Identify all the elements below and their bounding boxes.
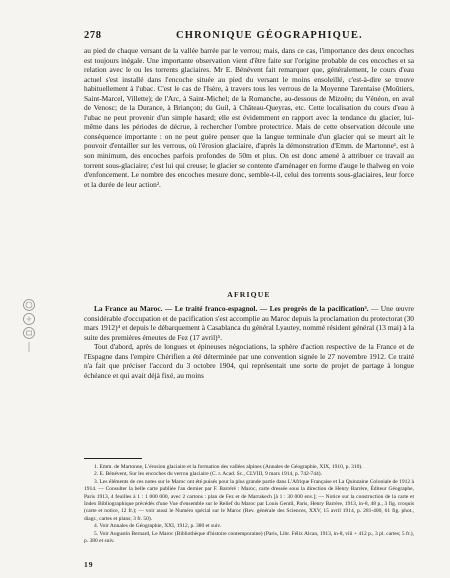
section-paragraph-1 — [84, 304, 414, 342]
footnote: 1. Emm. de Martonne, L'érosion glaciaire et la formation des vallées alpines (Annales de Géographie, XIX, 1910, p. 310). — [94, 464, 363, 470]
footnote: 5. Voir Augustin Bernard, Le Maroc (Bibliothèque d'histoire contemporaine) (Paris, Libr. Félix Alcan, 1913, in-8, viii + 412 p., 3 pl. cartes; 5 fr.), p. 380 et suiv. — [84, 530, 414, 545]
section-paragraph-2: Tout d'abord, après de longues et épineuses négociations, la sphère d'action respective de la France et de l'Espagne dans l'empire Chérifien a été déterminée par une convention signée le 27 novembre 1912. Ce traité n'a fait que préciser l'accord du 3 octobre 1904, qui représentait une sorte de projet de partage à longue échéance et qui avait déjà fixé, au moins — [84, 342, 414, 380]
section-body — [84, 304, 414, 380]
footnote: 4. Voir Annales de Géographie, XXI, 1912, p. 380 et suiv. — [94, 523, 222, 530]
running-title: CHRONIQUE GÉOGRAPHIQUE. — [176, 30, 363, 41]
library-stamp-icon — [22, 298, 36, 354]
footnote: 3. Les éléments de ces notes sur le Maroc ont été puisés pour la plus grande partie dans L'Afrique Française et La Quinzaine Coloniale de 1912 à 1914. — Consulter la belle carte publiée l'an dernier par F. Barréré : Maroc, carte dressée sous la direction de Henry Barrère, Éditeur Géographe, Paris 1913, 4 feuilles à 1 : 1 000 000, avec 2 cartons : plan de Fez et de Marrakech [à 1 : 30 000 env.]; — Notice sur la construction de la carte et Index Bibliographique précédés d'une Vue d'ensemble sur le Relief du Maroc par Louis Gentil, Paris, Henry Barrère, 1913, in-8, 48 p., 3 fig. croquis (carte et notice, 12 fr.); — voir aussi le Numéro spécial sur le Maroc (Rev. générale des Sciences, XXV, 15 avril 1914, p. 281-400, 61 fig. phot., diagr., cartes et plans; 3 fr. 50). — [84, 478, 414, 522]
section-paragraph-1-text: — Une œuvre considérable d'occupation et de pacification s'est accomplie au Maroc depuis la proclamation du protectorat (30 mars 1912)⁴ et depuis le débarquement à Casablanca du général Lyautey, nommé résident général (13 mai) à la suite des premières émeutes de Fez (17 avril)⁵. — [84, 304, 414, 342]
section-subhead: La France au Maroc. — Le traité franco-espagnol. — Les progrès de la pacification³. — [94, 304, 369, 313]
body-text-block — [84, 46, 414, 189]
footnote-rule — [84, 458, 142, 459]
printer-signature: 19 — [84, 560, 94, 569]
footnote: 2. E. Bénévent, Sur les encoches du verrou glaciaire (C. r. Acad. Sc., CLVIII, 9 mars 1914, p. 742-744). — [94, 471, 322, 478]
footnotes — [84, 464, 414, 545]
paragraph: au pied de chaque versant de la vallée barrée par le verrou; mais, dans ce cas, l'importance des deux encoches est toujours inégale. Une importante observation vient d'être faite sur l'origine probable de ces encoches et sa relation avec le ou les torrents glaciaires. Mr E. Bénévent fait remarquer que, généralement, le cours d'eau actuel s'est installé dans l'encoche située au pied du versant le moins ensoleillé, c'est-à-dire se trouve habituellement à l'ubac. C'est le cas de l'Isère, à travers tous les verrous de la Moyenne Tarentaise (Moûtiers, Saint-Marcel, Villette); de l'Arc, à Saint-Michel; de la Romanche, au-dessous de Mizoën; du Vénéon, en aval de Venosc; de la Durance, à Briançon; du Guil, à Château-Queyras, etc. Cette localisation du cours d'eau à l'ubac ne peut provenir d'un simple hasard; elle est évidemment en rapport avec la tendance du glacier, lui-même dans les périodes de décrue, à rechercher l'ombre protectrice. Mais de cette observation découle une conséquence importante : on ne peut guère penser que la langue terminale d'un glacier qui se meurt ait le pouvoir d'entailler sur les verrous, où l'érosion glaciaire, d'après la démonstration d'Emm. de Martonne¹, est à son minimum, des encoches parfois profondes de 50m et plus. On est donc amené à attribuer ce travail au torrent sous-glaciaire; c'est lui qui creuse; le glacier se contente d'aménager en forme d'auge le thalweg en voie d'enfoncement. Le nombre des encoches mesure donc, semble-t-il, celui des torrents sous-glaciaires, leur force et la durée de leur action². — [84, 46, 414, 189]
page-number: 278 — [84, 30, 102, 41]
section-title: AFRIQUE — [227, 290, 271, 299]
